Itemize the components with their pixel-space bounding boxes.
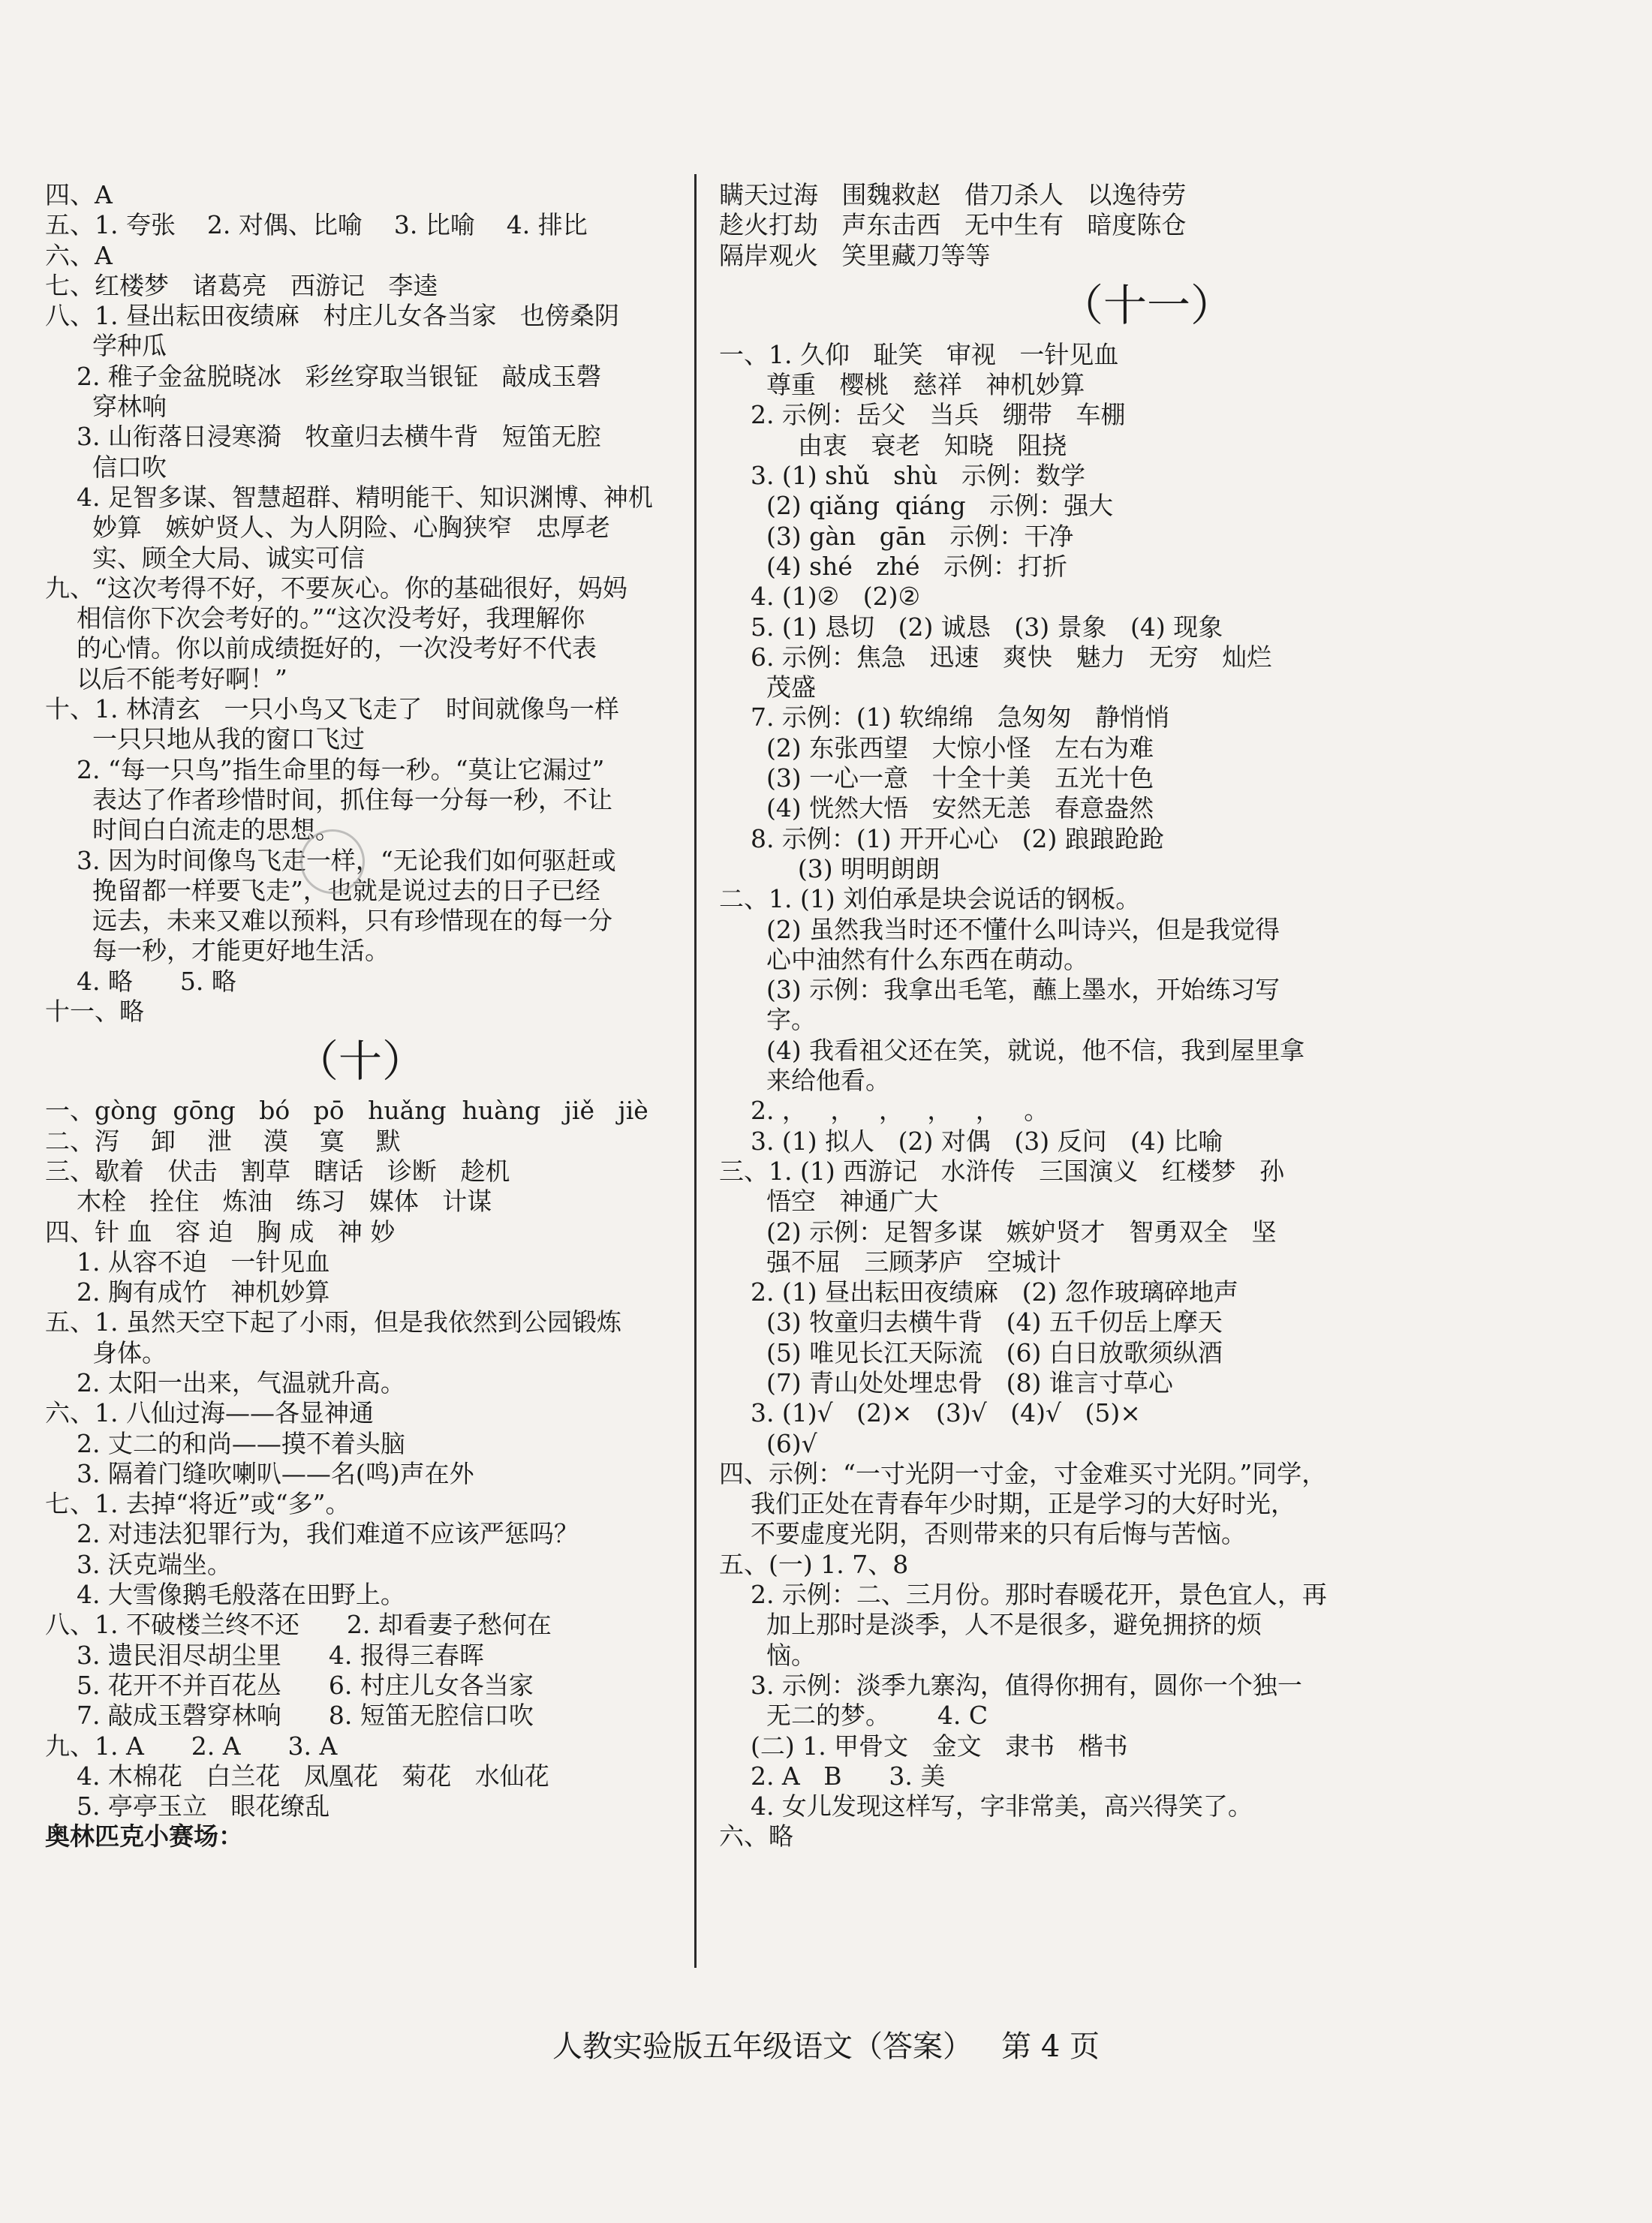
ink-stamp-mark: [300, 829, 365, 894]
answer-line: 六、1. 八仙过海——各显神通: [45, 1398, 374, 1428]
answer-line: 一、gòng gōng bó pō huǎng huàng jiě jiè: [45, 1096, 648, 1126]
answer-line: 三、歇着 伏击 割草 瞎话 诊断 趁机: [45, 1156, 510, 1186]
answer-line: 4. 足智多谋、智慧超群、精明能干、知识渊博、神机: [45, 482, 653, 512]
answer-line: (4) 我看祖父还在笑，就说，他不信，我到屋里拿: [719, 1035, 1305, 1065]
answer-line: 强不屈 三顾茅庐 空城计: [719, 1247, 1061, 1277]
answer-line: 7. 示例：(1) 软绵绵 急匆匆 静悄悄: [719, 702, 1170, 732]
answer-line: 3. 遗民泪尽胡尘里 4. 报得三春晖: [45, 1640, 484, 1670]
page-footer: 人教实验版五年级语文（答案） 第 4 页: [552, 2029, 1100, 2064]
answer-line: 二、1. (1) 刘伯承是块会说话的钢板。: [719, 884, 1141, 914]
answer-line: 5. 亭亭玉立 眼花缭乱: [45, 1791, 330, 1821]
answer-line: 6. 示例：焦急 迅速 爽快 魅力 无穷 灿烂: [719, 642, 1272, 672]
answer-line: 时间白白流走的思想。: [45, 815, 340, 845]
answer-line: 恼。: [719, 1640, 816, 1670]
answer-line: 趁火打劫 声东击西 无中生有 暗度陈仓: [719, 210, 1187, 240]
left-column: [45, 180, 676, 1852]
answer-line: (3) 明明朗朗: [719, 853, 940, 883]
answer-line: 2. 丈二的和尚——摸不着头脑: [45, 1428, 405, 1458]
answer-line: (二) 1. 甲骨文 金文 隶书 楷书: [719, 1731, 1128, 1761]
answer-line: 以后不能考好啊！”: [45, 663, 287, 693]
answer-line: 4. 木棉花 白兰花 凤凰花 菊花 水仙花: [45, 1761, 549, 1791]
answer-line: 3. (1) shǔ shù 示例：数学: [719, 461, 1085, 491]
answer-line: (4) shé zhé 示例：打折: [719, 551, 1067, 581]
answer-line: 3. 山衔落日浸寒漪 牧童归去横牛背 短笛无腔: [45, 422, 601, 452]
right-column: [719, 180, 1575, 1852]
answer-line: 3. 因为时间像鸟飞走一样，“无论我们如何驱赶或: [45, 845, 616, 875]
answer-line: 8. 示例：(1) 开开心心 (2) 踉踉跄跄: [719, 823, 1164, 853]
answer-line: 来给他看。: [719, 1066, 890, 1096]
answer-line: 远去，未来又难以预料，只有珍惜现在的每一分: [45, 906, 612, 936]
answer-line: 3. 隔着门缝吹喇叭——名(鸣)声在外: [45, 1458, 474, 1488]
answer-line: 4. 女儿发现这样写，字非常美，高兴得笑了。: [719, 1791, 1253, 1821]
answer-line: 1. 从容不迫 一针见血: [45, 1247, 330, 1277]
answer-line: 加上那时是淡季，人不是很多，避免拥挤的烦: [719, 1610, 1262, 1640]
answer-line: 十、1. 林清玄 一只小鸟又飞走了 时间就像鸟一样: [45, 694, 619, 724]
answer-line: 八、1. 不破楼兰终不还 2. 却看妻子愁何在: [45, 1610, 552, 1640]
answer-line: 二、泻 卸 泄 漠 寞 默: [45, 1126, 401, 1156]
answer-line: 妙算 嫉妒贤人、为人阴险、心胸狭窄 忠厚老: [45, 513, 610, 543]
answer-line: 穿林响: [45, 392, 167, 422]
answer-line: 七、1. 去掉“将近”或“多”。: [45, 1489, 351, 1519]
answer-line: 无二的梦。 4. C: [719, 1701, 988, 1731]
answer-line: (2) 虽然我当时还不懂什么叫诗兴，但是我觉得: [719, 914, 1280, 944]
answer-line: 四、示例：“一寸光阴一寸金，寸金难买寸光阴。”同学，: [719, 1458, 1327, 1488]
answer-line: 七、红楼梦 诸葛亮 西游记 李逵: [45, 270, 438, 300]
answer-line: 十一、略: [45, 997, 144, 1027]
answer-line: 实、顾全大局、诚实可信: [45, 543, 365, 573]
answer-line: 学种瓜: [45, 331, 167, 361]
answer-line: 木栓 拴住 炼油 练习 媒体 计谋: [45, 1187, 492, 1217]
answer-line: 六、略: [719, 1821, 793, 1851]
answer-line: 4. 大雪像鹅毛般落在田野上。: [45, 1580, 405, 1610]
answer-line: 一只只地从我的窗口飞过: [45, 724, 365, 754]
answer-line: 四、A: [45, 180, 113, 209]
answer-line: 一、1. 久仰 耻笑 审视 一针见血: [719, 339, 1119, 369]
answer-line: 2. 示例：二、三月份。那时春暖花开，景色宜人，再: [719, 1580, 1327, 1610]
answer-line: 我们正处在青春年少时期，正是学习的大好时光，: [719, 1489, 1295, 1519]
answer-line: 五、1. 虽然天空下起了小雨，但是我依然到公园锻炼: [45, 1307, 621, 1337]
column-divider: [694, 174, 697, 1968]
answer-line: 3. (1) 拟人 (2) 对偶 (3) 反问 (4) 比喻: [719, 1126, 1223, 1156]
answer-line: 2. A B 3. 美: [719, 1761, 946, 1791]
answer-line: (2) 东张西望 大惊小怪 左右为难: [719, 732, 1154, 763]
answer-line: 五、(一) 1. 7、8: [719, 1549, 909, 1579]
answer-line: 2. 胸有成竹 神机妙算: [45, 1277, 330, 1307]
answer-line: 2. (1) 昼出耘田夜绩麻 (2) 忽作玻璃碎地声: [719, 1277, 1238, 1307]
answer-line: 不要虚度光阴，否则带来的只有后悔与苦恼。: [719, 1519, 1246, 1549]
answer-line: 九、1. A 2. A 3. A: [45, 1731, 338, 1761]
answer-line: (2) 示例：足智多谋 嫉妒贤才 智勇双全 坚: [719, 1217, 1277, 1247]
answer-line: 四、针 血 容 迫 胸 成 神 妙: [45, 1217, 396, 1247]
answer-line: 由衷 衰老 知晓 阻挠: [719, 430, 1067, 460]
answer-line: (3) 一心一意 十全十美 五光十色: [719, 763, 1154, 793]
answer-line: 2. 对违法犯罪行为，我们难道不应该严惩吗？: [45, 1519, 579, 1549]
answer-line: (6)√: [719, 1428, 817, 1458]
answer-line: 信口吹: [45, 452, 167, 482]
answer-line: 每一秒，才能更好地生活。: [45, 936, 390, 966]
answer-line: 4. 略 5. 略: [45, 966, 236, 996]
answer-line: 隔岸观火 笑里藏刀等等: [719, 240, 991, 270]
answer-line: 3. 沃克端坐。: [45, 1549, 232, 1579]
answer-line: 7. 敲成玉磬穿林响 8. 短笛无腔信口吹: [45, 1701, 534, 1731]
answer-line: 2. ， ， ， ， ， 。: [719, 1096, 1049, 1126]
answer-line: 九、“这次考得不好，不要灰心。你的基础很好，妈妈: [45, 573, 627, 603]
answer-line: 4. (1)② (2)②: [719, 582, 921, 612]
answer-line: 瞒天过海 围魏救赵 借刀杀人 以逸待劳: [719, 180, 1187, 209]
answer-line: (3) gàn gān 示例：干净: [719, 521, 1074, 551]
answer-line: 八、1. 昼出耘田夜绩麻 村庄儿女各当家 也傍桑阴: [45, 301, 619, 331]
answer-line: 字。: [719, 1005, 816, 1035]
answer-line: 3. (1)√ (2)× (3)√ (4)√ (5)×: [719, 1398, 1141, 1428]
answer-line: 尊重 樱桃 慈祥 神机妙算: [719, 370, 1085, 400]
answer-line: (5) 唯见长江天际流 (6) 白日放歌须纵酒: [719, 1337, 1223, 1367]
answer-line: (3) 牧童归去横牛背 (4) 五千仞岳上摩天: [719, 1307, 1223, 1337]
answer-line: 茂盛: [719, 672, 816, 702]
answer-line: 2. 太阳一出来，气温就升高。: [45, 1367, 405, 1397]
section-heading: （十一）: [1059, 279, 1234, 331]
answer-line: 挽留都一样要飞走”，也就是说过去的日子已经: [45, 875, 600, 905]
answer-line: 身体。: [45, 1337, 167, 1367]
answer-line: 的心情。你以前成绩挺好的，一次没考好不代表: [45, 633, 597, 663]
answer-line: (4) 恍然大悟 安然无恙 春意盎然: [719, 793, 1154, 823]
answer-line: (7) 青山处处埋忠骨 (8) 谁言寸草心: [719, 1367, 1173, 1397]
answer-line: 2. 示例：岳父 当兵 绷带 车棚: [719, 400, 1126, 430]
answer-line: 五、1. 夸张 2. 对偶、比喻 3. 比喻 4. 排比: [45, 210, 588, 240]
answer-line: 5. 花开不并百花丛 6. 村庄儿女各当家: [45, 1670, 534, 1700]
answer-line: 心中油然有什么东西在萌动。: [719, 944, 1088, 974]
answer-line: 相信你下次会考好的。”“这次没考好，我理解你: [45, 603, 585, 633]
subheading: 奥林匹克小赛场：: [45, 1821, 243, 1851]
answer-line: 三、1. (1) 西游记 水浒传 三国演义 红楼梦 孙: [719, 1156, 1285, 1186]
answer-line: 2. “每一只鸟”指生命里的每一秒。“莫让它漏过”: [45, 754, 605, 784]
answer-line: 3. 示例：淡季九寨沟，值得你拥有，圆你一个独一: [719, 1670, 1302, 1700]
answer-line: 表达了作者珍惜时间，抓住每一分每一秒，不让: [45, 784, 612, 814]
answer-line: 2. 稚子金盆脱晓冰 彩丝穿取当银钲 敲成玉磬: [45, 361, 601, 391]
answer-line: (3) 示例：我拿出毛笔，蘸上墨水，开始练习写: [719, 975, 1280, 1005]
answer-line: 六、A: [45, 240, 113, 270]
answer-line: 悟空 神通广大: [719, 1187, 939, 1217]
answer-line: (2) qiǎng qiáng 示例：强大: [719, 491, 1114, 521]
answer-line: 5. (1) 恳切 (2) 诚恳 (3) 景象 (4) 现象: [719, 612, 1223, 642]
section-heading: （十）: [294, 1036, 426, 1087]
